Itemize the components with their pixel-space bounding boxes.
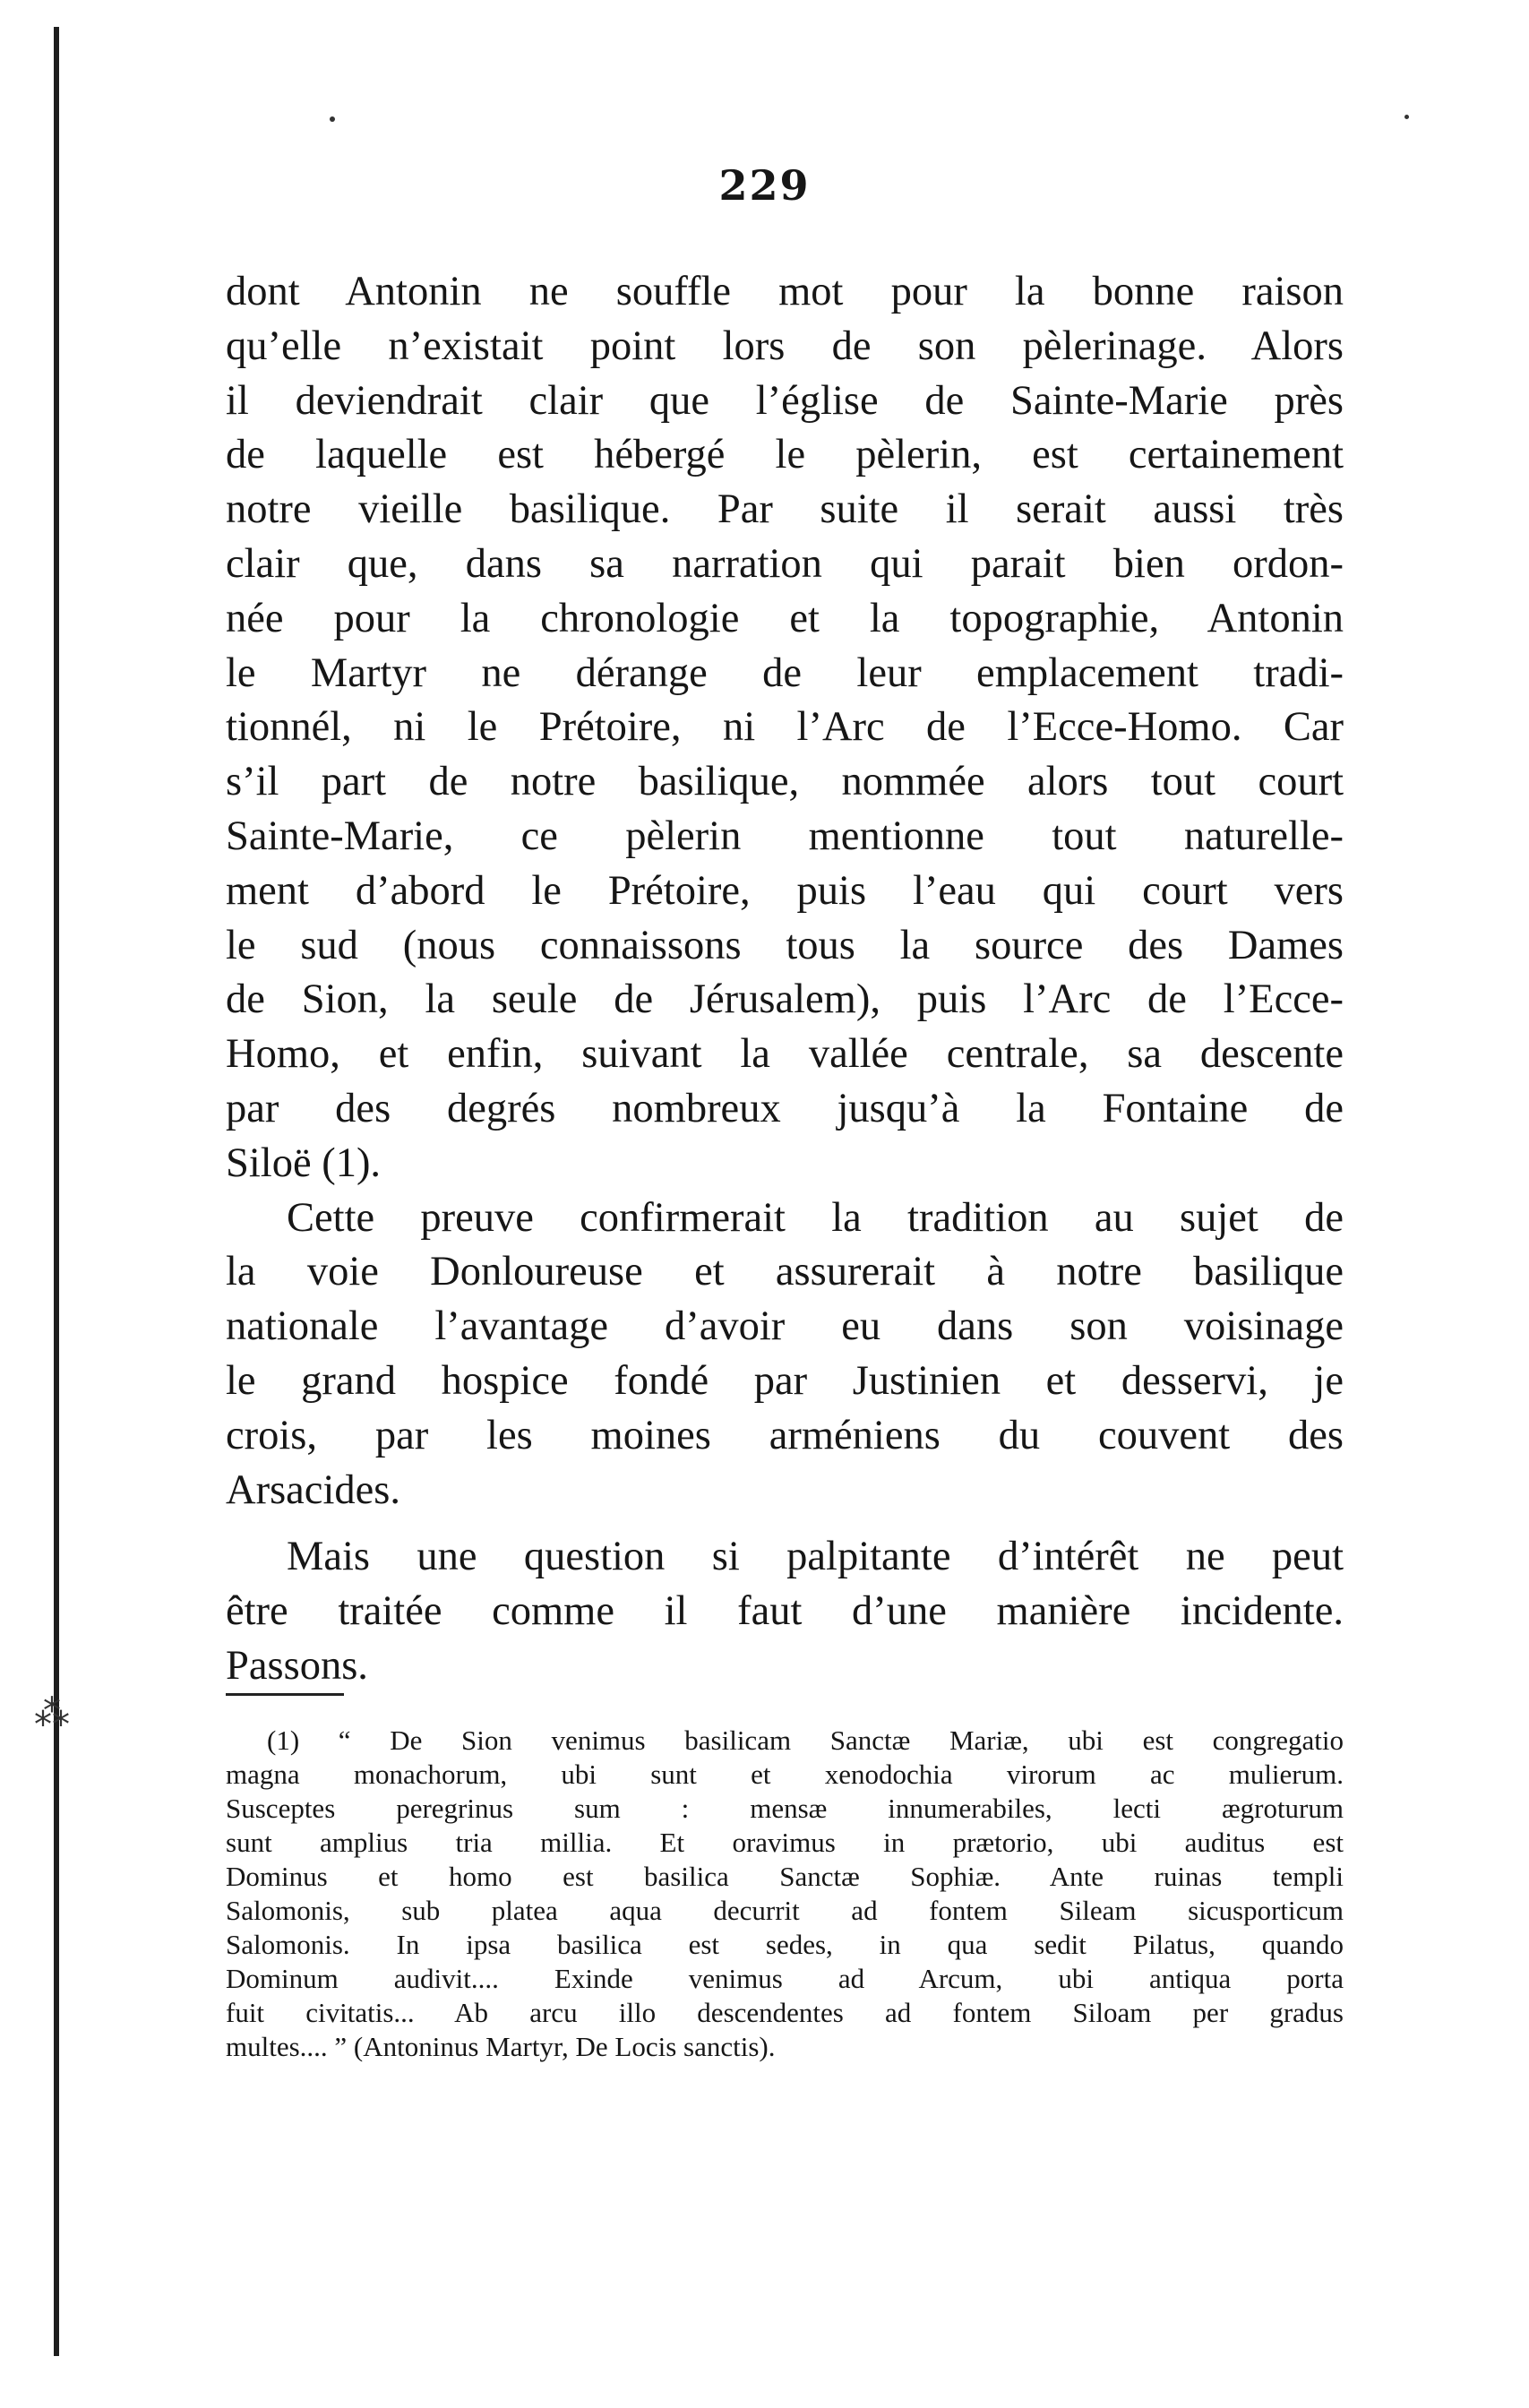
- footnote-line: Salomonis. In ipsa basilica est sedes, in qua sedit Pilatus, quando: [226, 1929, 1344, 1960]
- text-line: il deviendrait clair que l’église de Sainte-Marie près: [226, 377, 1344, 424]
- text-line: crois, par les moines arméniens du couvent des: [226, 1412, 1344, 1458]
- text-line: la voie Donloureuse et assurerait à notre basilique: [226, 1249, 1344, 1295]
- text-line: nationale l’avantage d’avoir eu dans son voisinage: [226, 1303, 1344, 1350]
- page-number: 229: [718, 161, 811, 210]
- text-line: clair que, dans sa narration qui parait bien ordon-: [226, 540, 1344, 587]
- body-text: [226, 265, 1344, 1694]
- text-line: Arsacides.: [226, 1466, 400, 1513]
- text-line: née pour la chronologie et la topographie, Antonin: [226, 595, 1344, 641]
- text-line: de Sion, la seule de Jérusalem), puis l’Arc de l’Ecce-: [226, 976, 1344, 1023]
- text-line: le Martyr ne dérange de leur emplacement tradi-: [226, 649, 1344, 696]
- text-line: par des degrés nombreux jusqu’à la Fontaine de: [226, 1085, 1344, 1131]
- text-line: dont Antonin ne souffle mot pour la bonne raison: [226, 269, 1344, 314]
- text-line: Sainte-Marie, ce pèlerin mentionne tout naturelle-: [226, 813, 1344, 859]
- text-line: être traitée comme il faut d’une manière incidente.: [226, 1588, 1344, 1635]
- footnote: [226, 1724, 1344, 2064]
- text-line: tionnél, ni le Prétoire, ni l’Arc de l’Ecce-Homo. Car: [226, 704, 1344, 751]
- text-line: de laquelle est hébergé le pèlerin, est certainement: [226, 432, 1344, 478]
- text-line: qu’elle n’existait point lors de son pèlerinage. Alors: [226, 322, 1344, 369]
- text-line: s’il part de notre basilique, nommée alors tout court: [226, 759, 1344, 805]
- text-line: le sud (nous connaissons tous la source des Dames: [226, 922, 1344, 968]
- footnote-rule: [226, 1693, 344, 1696]
- footnote-line: magna monachorum, ubi sunt et xenodochia virorum ac mulierum.: [226, 1759, 1344, 1790]
- binding-edge-line: [54, 27, 59, 2356]
- footnote-line: (1) “ De Sion venimus basilicam Sanctæ Mariæ, ubi est congregatio: [267, 1724, 1344, 1756]
- footnote-line: fuit civitatis... Ab arcu illo descendentes ad fontem Siloam per gradus: [226, 1997, 1344, 2028]
- text-line: Homo, et enfin, suivant la vallée centrale, sa descente: [226, 1031, 1344, 1078]
- footnote-line: Salomonis, sub platea aqua decurrit ad fontem Sileam sicusporticum: [226, 1895, 1344, 1926]
- text-line: Siloë (1).: [226, 1140, 382, 1186]
- text-line: notre vieille basilique. Par suite il serait aussi très: [226, 486, 1344, 533]
- margin-mark: ⁂: [34, 1693, 70, 1734]
- paragraph-first-line: Cette preuve confirmerait la tradition au sujet de: [287, 1194, 1344, 1241]
- ink-speck: [330, 116, 335, 122]
- footnote-line: sunt amplius tria millia. Et oravimus in prætorio, ubi auditus est: [226, 1827, 1344, 1858]
- footnote-line: multes.... ” (Antoninus Martyr, De Locis sanctis).: [226, 2031, 776, 2062]
- text-line: ment d’abord le Prétoire, puis l’eau qui court vers: [226, 867, 1344, 914]
- footnote-line: Dominus et homo est basilica Sanctæ Sophiæ. Ante ruinas templi: [226, 1861, 1344, 1892]
- footnote-line: Dominum audivit.... Exinde venimus ad Arcum, ubi antiqua porta: [226, 1963, 1344, 1994]
- footnote-line: Susceptes peregrinus sum : mensæ innumerabiles, lecti ægroturum: [226, 1793, 1344, 1824]
- paragraph-first-line: Mais une question si palpitante d’intérêt ne peut: [287, 1534, 1344, 1580]
- ink-speck: [1404, 115, 1409, 119]
- text-line: Passons.: [226, 1642, 368, 1689]
- text-line: le grand hospice fondé par Justinien et desservi, je: [226, 1357, 1344, 1404]
